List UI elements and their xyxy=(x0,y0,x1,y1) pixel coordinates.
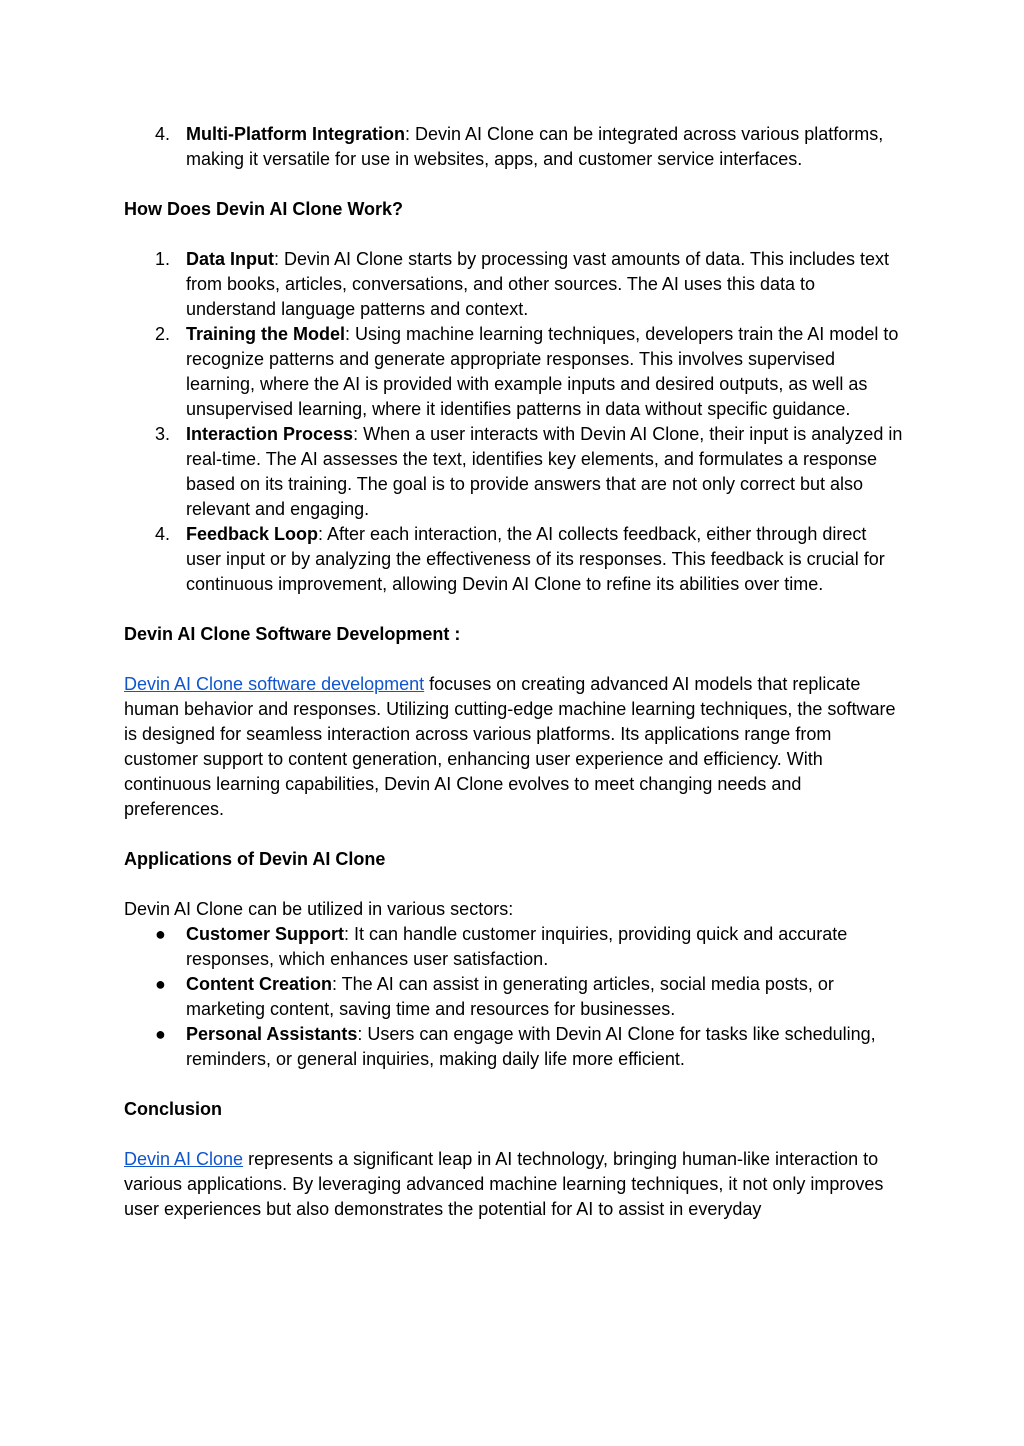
list-item-text: : It can handle customer inquiries, providing quick and accurate responses, which enhances user satisfaction. xyxy=(186,924,848,969)
list-item-term: Personal Assistants xyxy=(186,1024,358,1044)
list-number: 4. xyxy=(155,124,171,144)
list-item-text: : When a user interacts with Devin AI Clone, their input is analyzed in real-time. The AI assesses the text, identifies key elements, and formulates a response based on its training. The goal is to provide answers that are not only correct but also relevant and engaging. xyxy=(186,424,903,519)
list-number: 1. xyxy=(155,249,171,269)
section-heading-applications: Applications of Devin AI Clone xyxy=(124,849,386,869)
list-item xyxy=(124,922,904,972)
section-heading-how: How Does Devin AI Clone Work? xyxy=(124,199,404,219)
bullet-icon: ● xyxy=(155,974,166,994)
list-item-text: : Devin AI Clone can be integrated across various platforms, making it versatile for use in websites, apps, and customer service interfaces. xyxy=(186,124,884,169)
list-number: 2. xyxy=(155,324,171,344)
list-number: 3. xyxy=(155,424,171,444)
list-item-term: Training the Model xyxy=(186,324,346,344)
applications-bullet-list xyxy=(124,922,904,1072)
list-item-text: : The AI can assist in generating articles, social media posts, or marketing content, saving time and resources for businesses. xyxy=(186,974,834,1019)
list-item-text: : Using machine learning techniques, developers train the AI model to recognize patterns and generate appropriate responses. This involves supervised learning, where the AI is provided with example inputs and desired outputs, as well as unsupervised learning, where it identifies patterns in data without specific guidance. xyxy=(186,324,899,419)
list-item xyxy=(124,1022,904,1072)
bullet-icon: ● xyxy=(155,924,166,944)
bullet-icon: ● xyxy=(155,1024,166,1044)
conclusion-link[interactable]: Devin AI Clone xyxy=(124,1149,244,1169)
list-item-term: Multi-Platform Integration xyxy=(186,124,405,144)
top-numbered-list xyxy=(124,122,904,172)
development-link[interactable]: Devin AI Clone software development xyxy=(124,674,425,694)
how-numbered-list xyxy=(124,247,904,597)
section-heading-conclusion: Conclusion xyxy=(124,1099,222,1119)
list-item-term: Interaction Process xyxy=(186,424,354,444)
list-item-text: : Users can engage with Devin AI Clone for tasks like scheduling, reminders, or general inquiries, making daily life more efficient. xyxy=(186,1024,876,1069)
list-item-term: Customer Support xyxy=(186,924,345,944)
list-item-term: Feedback Loop xyxy=(186,524,319,544)
list-item-text: : Devin AI Clone starts by processing vast amounts of data. This includes text from books, articles, conversations, and other sources. The AI uses this data to understand language patterns and context. xyxy=(186,249,889,319)
list-item xyxy=(124,422,904,522)
list-number: 4. xyxy=(155,524,171,544)
conclusion-body-text: represents a significant leap in AI technology, bringing human-like interaction to various applications. By leveraging advanced machine learning techniques, it not only improves user experiences but also demonstrates the potential for AI to assist in everyday xyxy=(124,1149,884,1219)
list-item xyxy=(124,522,904,597)
list-item-term: Data Input xyxy=(186,249,274,269)
list-item xyxy=(124,247,904,322)
development-body-text: focuses on creating advanced AI models that replicate human behavior and responses. Utilizing cutting-edge machine learning techniques, the software is designed for seamless interaction across various platforms. Its applications range from customer support to content generation, enhancing user experience and efficiency. With continuous learning capabilities, Devin AI Clone evolves to meet changing needs and preferences. xyxy=(124,674,896,819)
section-heading-development: Devin AI Clone Software Development : xyxy=(124,624,461,644)
conclusion-paragraph xyxy=(124,1147,904,1222)
list-item xyxy=(124,972,904,1022)
development-paragraph xyxy=(124,672,904,822)
list-item-text: : After each interaction, the AI collects feedback, either through direct user input or by analyzing the effectiveness of its responses. This feedback is crucial for continuous improvement, allowing Devin AI Clone to refine its abilities over time. xyxy=(186,524,885,594)
document-page xyxy=(124,122,904,1222)
list-item xyxy=(124,122,904,172)
applications-intro: Devin AI Clone can be utilized in various sectors: xyxy=(124,899,514,919)
list-item xyxy=(124,322,904,422)
list-item-term: Content Creation xyxy=(186,974,332,994)
